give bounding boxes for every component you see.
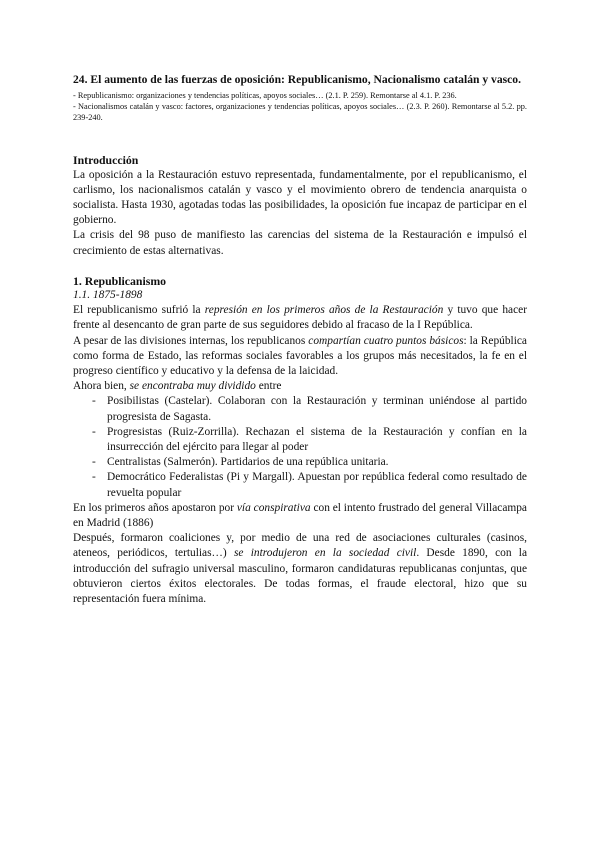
intro-paragraph-2: La crisis del 98 puso de manifiesto las carencias del sistema de la Restauración e impulsó el crecimiento de estas alternativas.: [73, 229, 527, 257]
page-title: 24. El aumento de las fuerzas de oposición: Republicanismo, Nacionalismo catalán y vasco.: [73, 73, 521, 86]
emphasis-text: se introdujeron en la sociedad civil: [234, 547, 417, 560]
section-1-paragraph-2: A pesar de las divisiones internas, los republicanos compartían cuatro puntos básicos: la República como forma de Estado, las reformas sociales favorables a los grupos más necesitados, la fe en el progreso científico y educativo y la defensa de la laicidad.: [73, 334, 527, 378]
intro-paragraph-1: La oposición a la Restauración estuvo representada, fundamentalmente, por el republicanismo, el carlismo, los nacionalismos catalán y vasco y el movimiento obrero de tendencia anarquista o socialista. Hasta 1930, agotadas todas las posibilidades, la oposición fue incapaz de participar en el gobierno.: [73, 168, 527, 227]
intro-heading: Introducción: [73, 153, 139, 167]
dash-bullet: -: [92, 456, 96, 469]
section-1-paragraph-4: En los primeros años apostaron por vía conspirativa con el intento frustrado del general Villacampa en Madrid (1886): [73, 501, 527, 530]
section-1-subheading: 1.1. 1875-1898: [73, 289, 143, 302]
emphasis-text: represión en los primeros años de la Restauración: [204, 304, 444, 317]
emphasis-text: se encontraba muy dividido: [129, 380, 256, 393]
dash-bullet: -: [92, 395, 96, 408]
section-1-paragraph-3: Ahora bien, se encontraba muy dividido entre: [73, 380, 282, 393]
reference-line-1: - Republicanismo: organizaciones y tendencias políticas, apoyos sociales… (2.1. P. 259). Remontarse al 4.1. P. 236.: [73, 91, 457, 100]
faction-list: [73, 394, 527, 500]
emphasis-text: vía conspirativa: [236, 501, 311, 514]
list-item: - Progresistas (Ruiz-Zorrilla). Rechazan el sistema de la Restauración y confían en la insurrección del ejército para llegar al poder: [92, 425, 527, 454]
list-item: - Centralistas (Salmerón). Partidarios de una república unitaria.: [73, 455, 527, 470]
dash-bullet: -: [92, 471, 96, 484]
dash-bullet: -: [92, 425, 96, 438]
list-item: - Democrático Federalistas (Pi y Margall). Apuestan por república federal como resultado de revuelta popular: [92, 471, 527, 499]
section-1-paragraph-1: El republicanismo sufrió la represión en los primeros años de la Restauración y tuvo que hacer frente al desencanto de gran parte de sus seguidores debido al fracaso de la I República.: [73, 304, 527, 332]
section-1-paragraph-5: Después, formaron coaliciones y, por medio de una red de asociaciones culturales (casinos, ateneos, periódicos, tertulias…) se introdujeron en la sociedad civil. Desde 1890, con la introducción del sufragio universal masculino, formaron candidaturas republicanas conjuntas, que obtuvieron ciertos éxitos electorales. De todas formas, el fraude electoral, hizo que su representación fuera mínima.: [73, 532, 528, 606]
emphasis-text: compartían cuatro puntos básicos: [308, 334, 464, 347]
reference-line-2: - Nacionalismos catalán y vasco: factores, organizaciones y tendencias políticas, apoyos sociales… (2.3. P. 260). Remontarse al 5.2. pp. 239-240.: [73, 102, 527, 122]
list-item: - Posibilistas (Castelar). Colaboran con la Restauración y terminan uniéndose al partido progresista de Sagasta.: [92, 395, 527, 423]
document-page: [73, 73, 527, 607]
section-1-heading: 1. Republicanismo: [73, 273, 167, 288]
